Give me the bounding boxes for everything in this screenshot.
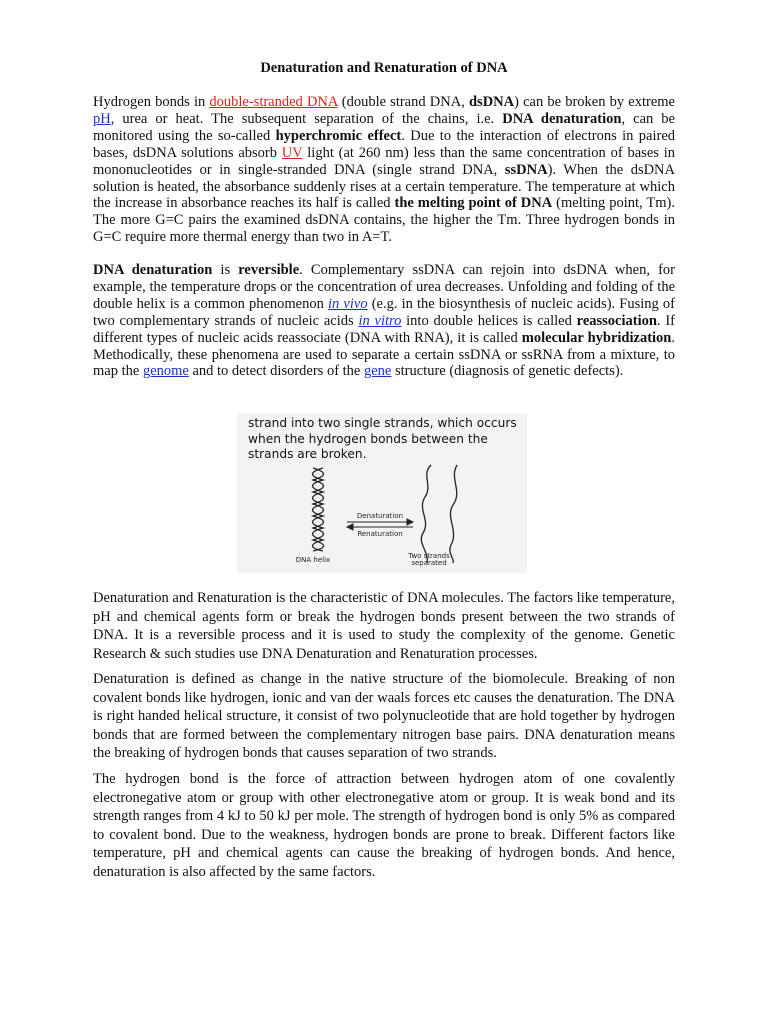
text: (e.g. in the biosynthesis of nucleic acids). Fusing of two complementary strands of nucleic acids (93, 295, 675, 329)
link-in-vivo[interactable]: in vivo (328, 295, 368, 312)
denaturation-figure (237, 413, 527, 573)
page-title: Denaturation and Renaturation of DNA (260, 60, 508, 76)
link-genome[interactable]: genome (142, 363, 189, 380)
text: light (at 260 nm) less than the same concentration of bases in mononucleotides or in single-stranded DNA (single strand DNA, (93, 144, 675, 178)
text: , urea or heat. The subsequent separation of the chains, i.e. (110, 110, 503, 127)
bold-hyperchromic-effect: hyperchromic effect (275, 127, 402, 144)
paragraph-reversible (93, 262, 675, 380)
link-ph[interactable]: pH (93, 110, 111, 127)
bold-dna-denaturation: DNA denaturation (93, 262, 213, 278)
text: ). When the dsDNA solution is heated, the absorbance suddenly rises at a certain temperature. The temperature at which the increase in absorbance reaches its half is called (93, 161, 676, 212)
bold-reassociation: reassociation (576, 312, 657, 329)
link-double-stranded-dna[interactable]: double-stranded DNA (209, 94, 338, 110)
text: , can be monitored using the so-called (93, 110, 675, 144)
text: into double helices is called (401, 312, 577, 329)
text: (melting point, Tm). The more G=C pairs the examined dsDNA contains, the higher the Tm. Three hydrogen bonds in G=C require more thermal energy than two in A=T. (93, 195, 675, 246)
bold-molecular-hybridization: molecular hybridization (521, 329, 672, 346)
paragraph-hydrogen-bond: The hydrogen bond is the force of attraction between hydrogen atom of one covalently electronegative atom or group with other electronegative atom or group. It is weak bond and its strength ranges from 4 kJ to 50 kJ per mole. The strength of hydrogen bond is only 5% as compared to covalent bond. Due to the weakness, hydrogen bonds are prone to break. Different factors like temperature, pH and chemical agents can cause the breaking of hydrogen bonds. And hence, denaturation is also affected by the same factors. (93, 771, 675, 880)
link-uv[interactable]: UV (281, 144, 303, 161)
text: structure (diagnosis of genetic defects). (391, 363, 624, 380)
text: Hydrogen bonds in (93, 94, 210, 110)
text: and to detect disorders of the (188, 363, 364, 380)
paragraph-characteristic: Denaturation and Renaturation is the characteristic of DNA molecules. The factors like temperature, pH and chemical agents form or break the hydrogen bonds present between the two strands of DNA. It is a reversible process and it is used to study the complexity of the genome. Genetic Research & such studies use DNA Denaturation and Renaturation processes. (93, 590, 675, 662)
bold-dsdna: dsDNA (468, 94, 515, 110)
text: . Due to the interaction of electrons in paired bases, dsDNA solutions absorb (93, 127, 676, 161)
separated-label: separated (411, 559, 447, 567)
dna-helix-label: DNA helix (295, 556, 331, 564)
bold-reversible: reversible (238, 262, 300, 278)
figure-diagram (237, 413, 527, 573)
link-gene[interactable]: gene (364, 363, 392, 380)
text: . If different types of nucleic acids reassociate (DNA with RNA), it is called (93, 312, 675, 346)
link-in-vitro[interactable]: in vitro (358, 312, 402, 329)
bold-dna-denaturation: DNA denaturation (502, 110, 622, 127)
arrow-bottom-label: Renaturation (357, 530, 403, 538)
two-strands-label: Two strands (408, 552, 450, 560)
text: ) can be broken by extreme (514, 94, 675, 110)
text: is (212, 262, 239, 278)
bold-melting-point: the melting point of DNA (394, 195, 553, 212)
paragraph-definition: Denaturation is defined as change in the native structure of the biomolecule. Breaking of non covalent bonds like hydrogen, ionic and van der waals forces etc causes the denaturation. The DNA is right handed helical structure, it consist of two polynucleotide that are hold together by hydrogen bonds that are formed between the complementary nitrogen base pairs. DNA denaturation means the breaking of hydrogen bonds that causes separation of two strands. (93, 671, 675, 762)
text: . Complementary ssDNA can rejoin into dsDNA when, for example, the temperature drops or the concentration of urea decreases. Unfolding and folding of the double helix is a common phenomenon (93, 262, 675, 312)
text: (double strand DNA, (337, 94, 469, 110)
separated-strands-icon (421, 465, 457, 563)
paragraph-melting-point (93, 94, 675, 246)
bold-ssdna: ssDNA (504, 161, 548, 178)
dna-helix-icon (313, 468, 324, 551)
text: . Methodically, these phenomena are used to separate a certain ssDNA or ssRNA from a mixture, to map the (93, 329, 675, 380)
figure-caption: strand into two single strands, which occurs when the hydrogen bonds between the strands are broken. (248, 416, 517, 461)
arrow-top-label: Denaturation (356, 512, 404, 520)
